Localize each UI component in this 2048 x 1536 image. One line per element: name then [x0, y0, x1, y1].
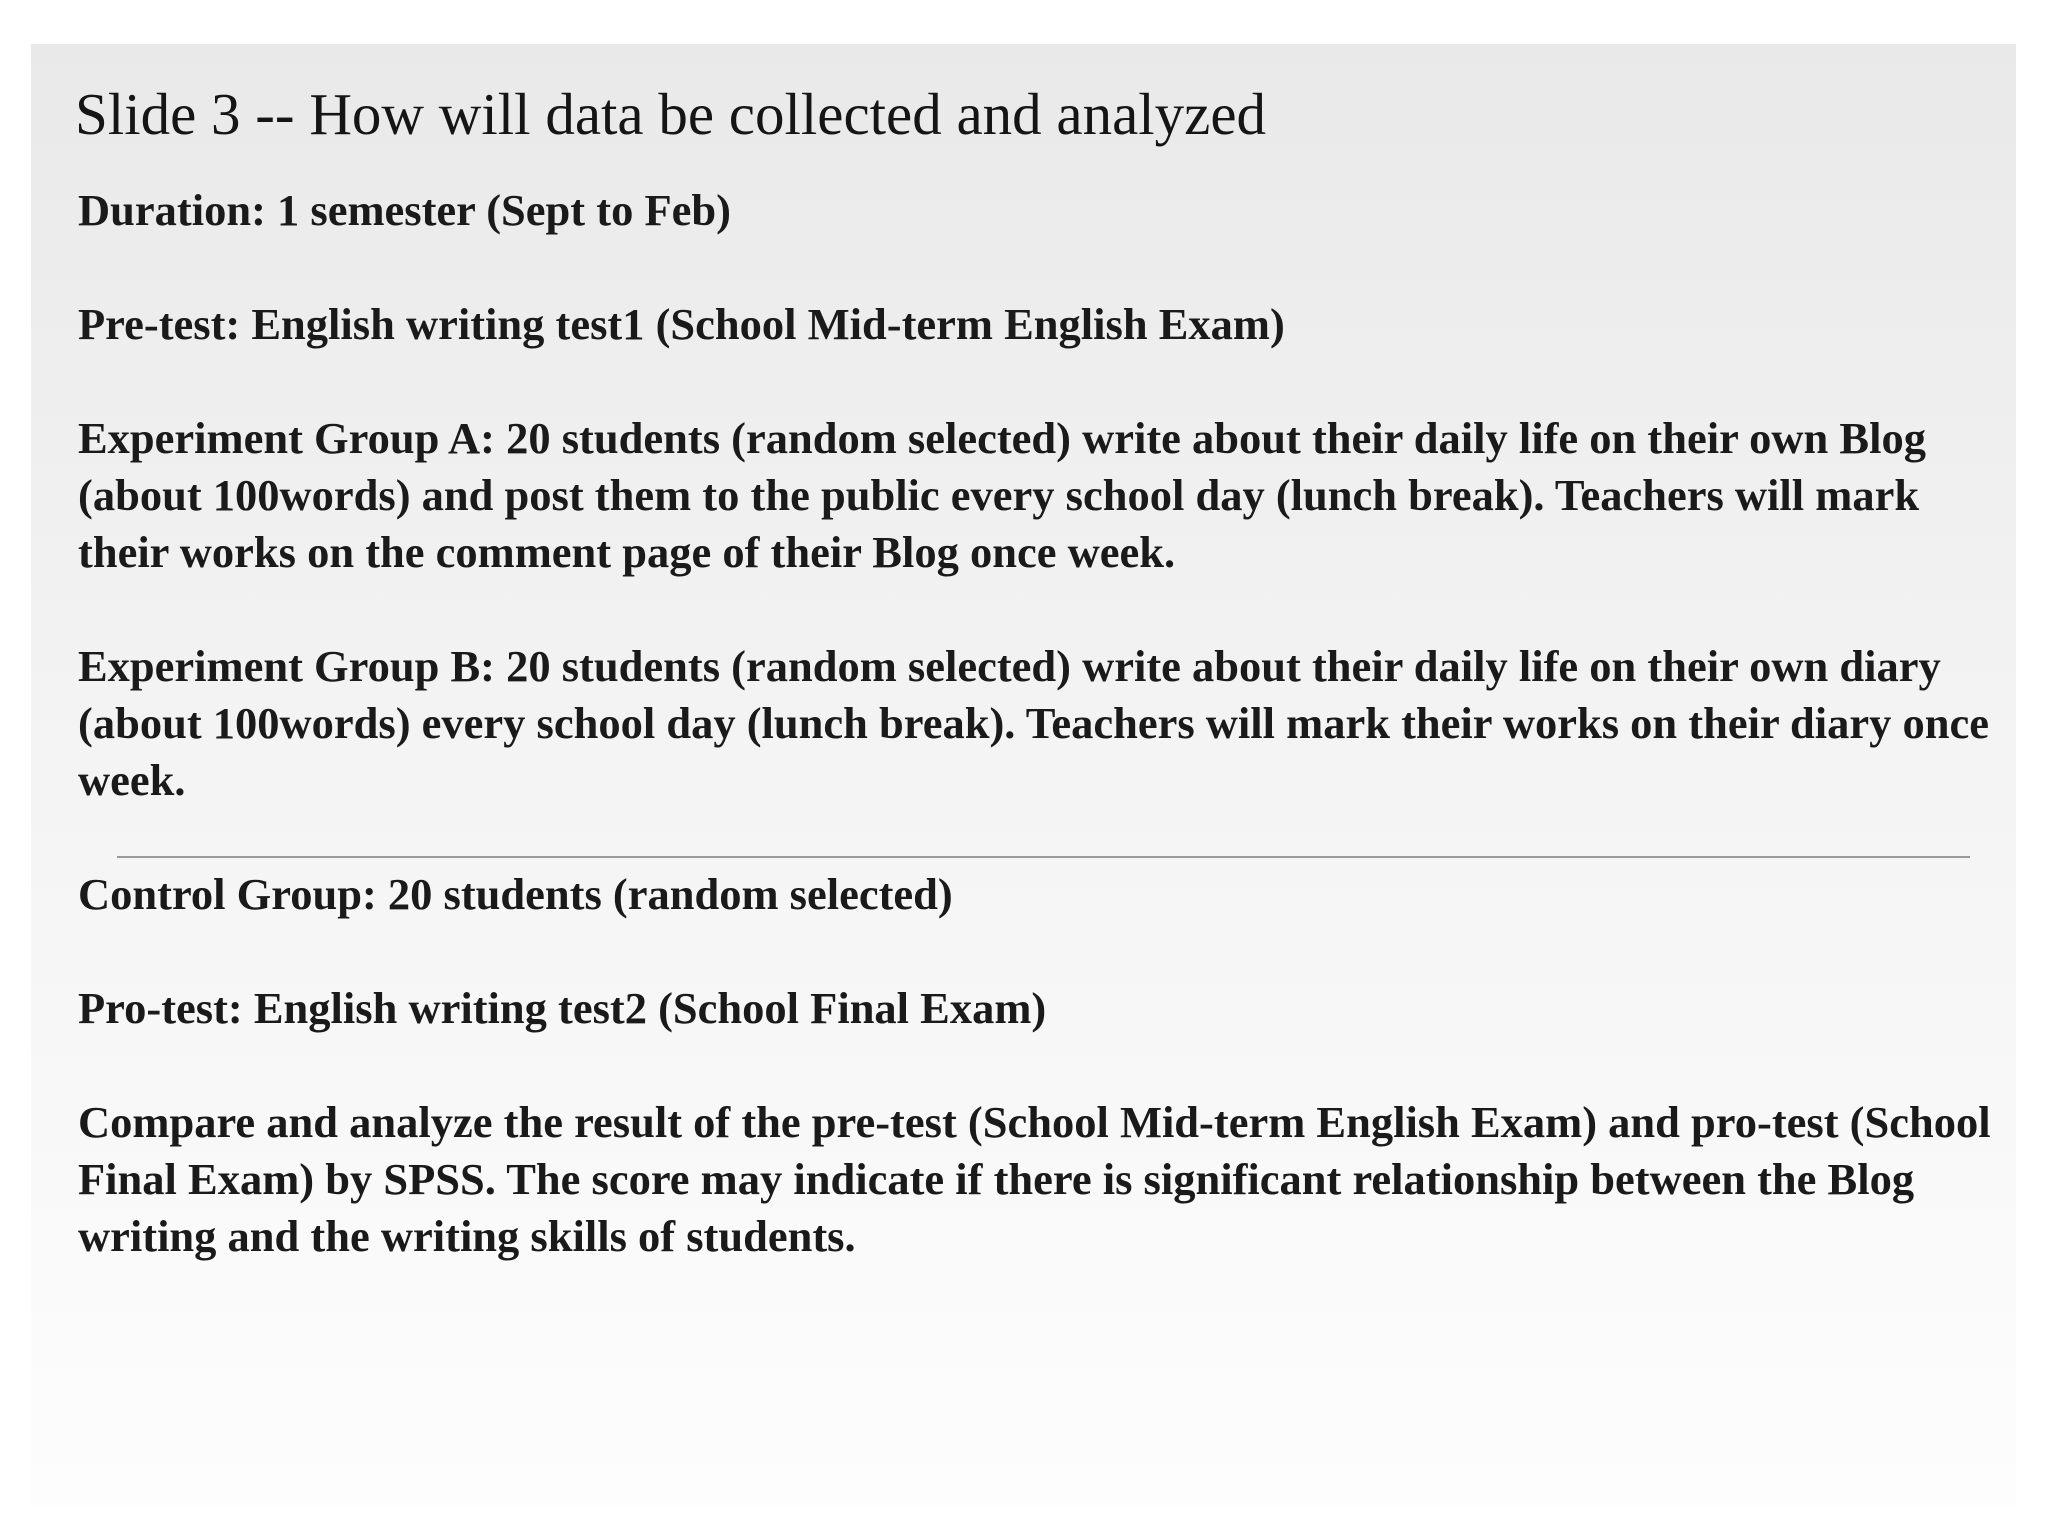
protest-text: Pro-test: English writing test2 (School Final Exam) — [78, 983, 1047, 1033]
group-b-text: Experiment Group B: 20 students (random selected) write about their daily life on their own diary (about 100words) every school day (lunch break). Teachers will mark their works on their diary once week. — [78, 641, 1990, 805]
divider-line — [117, 856, 1970, 858]
control-group-text: Control Group: 20 students (random selected) — [78, 869, 953, 919]
group-a-text: Experiment Group A: 20 students (random selected) write about their daily life on their own Blog (about 100words) and post them to the public every school day (lunch break). Teachers will mark their works on the comment page of their Blog once week. — [78, 413, 1926, 577]
pretest-text: Pre-test: English writing test1 (School Mid-term English Exam) — [78, 299, 1285, 349]
slide — [31, 44, 2016, 1506]
slide-title: Slide 3 -- How will data be collected and analyzed — [75, 81, 1267, 147]
compare-analyze-text: Compare and analyze the result of the pre-test (School Mid-term English Exam) and pro-test (School Final Exam) by SPSS. The score may indicate if there is significant relationship between the Blog writing and the writing skills of students. — [78, 1097, 1991, 1261]
duration-text: Duration: 1 semester (Sept to Feb) — [78, 185, 731, 235]
